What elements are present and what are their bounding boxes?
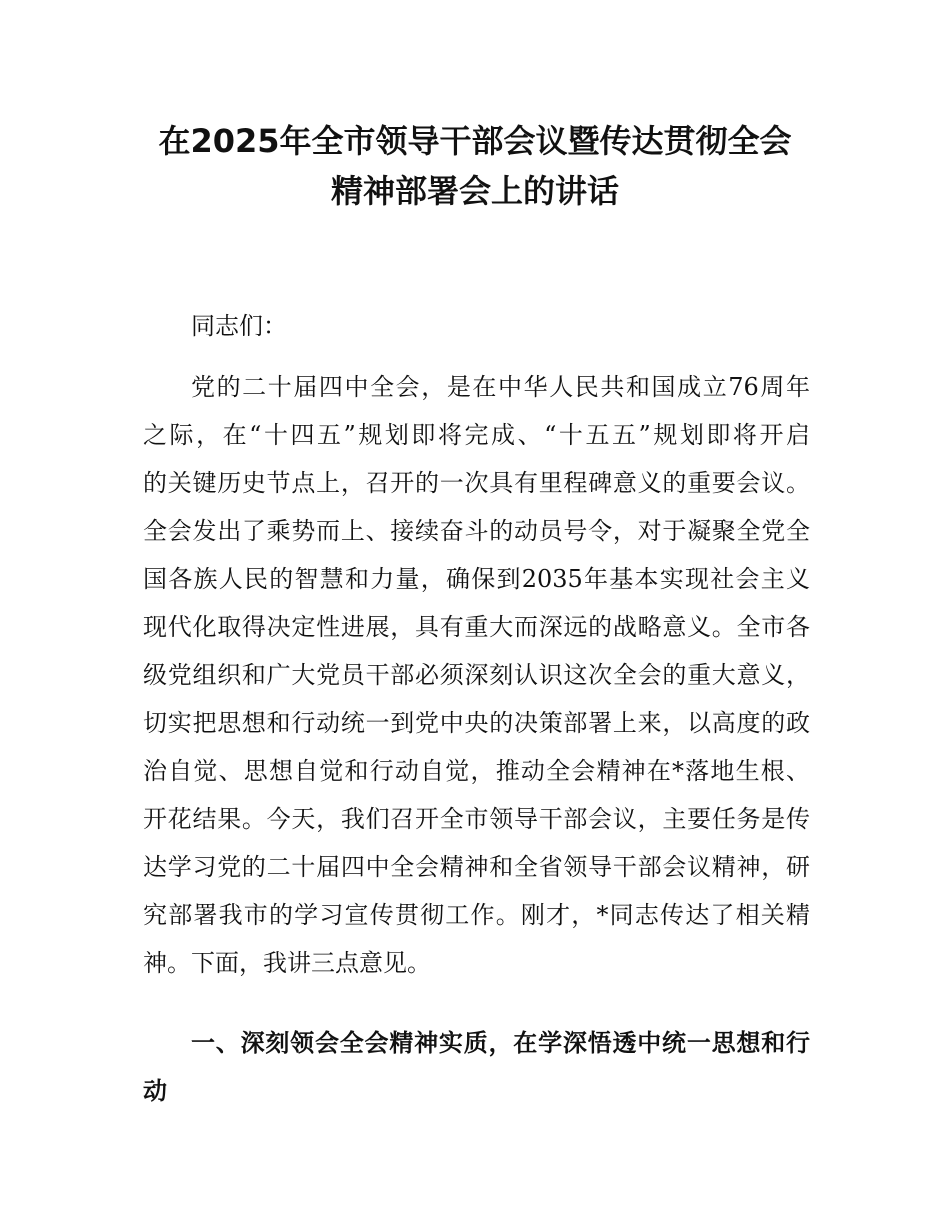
intro-paragraph bbox=[143, 363, 810, 987]
paragraph-line: 之际，在“十四五”规划即将完成、“十五五”规划即将开启 bbox=[143, 421, 810, 449]
title-line: 精神部署会上的讲话 bbox=[330, 172, 619, 210]
title-line: 在2025年全市领导干部会议暨传达贯彻全会 bbox=[158, 122, 792, 160]
greeting bbox=[143, 302, 810, 350]
paragraph-line: 党的二十届四中全会，是在中华人民共和国成立76周年 bbox=[191, 373, 810, 401]
paragraph-line: 的关键历史节点上，召开的一次具有里程碑意义的重要会议。 bbox=[143, 469, 810, 497]
document-title bbox=[0, 116, 950, 216]
heading-line: 一、深刻领会全会精神实质，在学深悟透中统一思想和行 bbox=[191, 1029, 810, 1057]
heading-line: 动 bbox=[143, 1077, 167, 1105]
paragraph-line: 国各族人民的智慧和力量，确保到2035年基本实现社会主义 bbox=[143, 565, 810, 593]
paragraph-line: 神。下面，我讲三点意见。 bbox=[143, 949, 431, 977]
paragraph-line: 究部署我市的学习宣传贯彻工作。刚才，*同志传达了相关精 bbox=[143, 901, 810, 929]
paragraph-line: 切实把思想和行动统一到党中央的决策部署上来，以高度的政 bbox=[143, 709, 810, 737]
paragraph-line: 开花结果。今天，我们召开全市领导干部会议，主要任务是传 bbox=[143, 805, 810, 833]
paragraph-line: 现代化取得决定性进展，具有重大而深远的战略意义。全市各 bbox=[143, 613, 810, 641]
paragraph-line: 全会发出了乘势而上、接续奋斗的动员号令，对于凝聚全党全 bbox=[143, 517, 810, 545]
paragraph-line: 达学习党的二十届四中全会精神和全省领导干部会议精神，研 bbox=[143, 853, 810, 881]
greeting-text: 同志们： bbox=[191, 312, 287, 340]
paragraph-line: 治自觉、思想自觉和行动自觉，推动全会精神在*落地生根、 bbox=[143, 757, 810, 785]
paragraph-line: 级党组织和广大党员干部必须深刻认识这次全会的重大意义， bbox=[143, 661, 810, 689]
section-heading bbox=[143, 1019, 810, 1115]
